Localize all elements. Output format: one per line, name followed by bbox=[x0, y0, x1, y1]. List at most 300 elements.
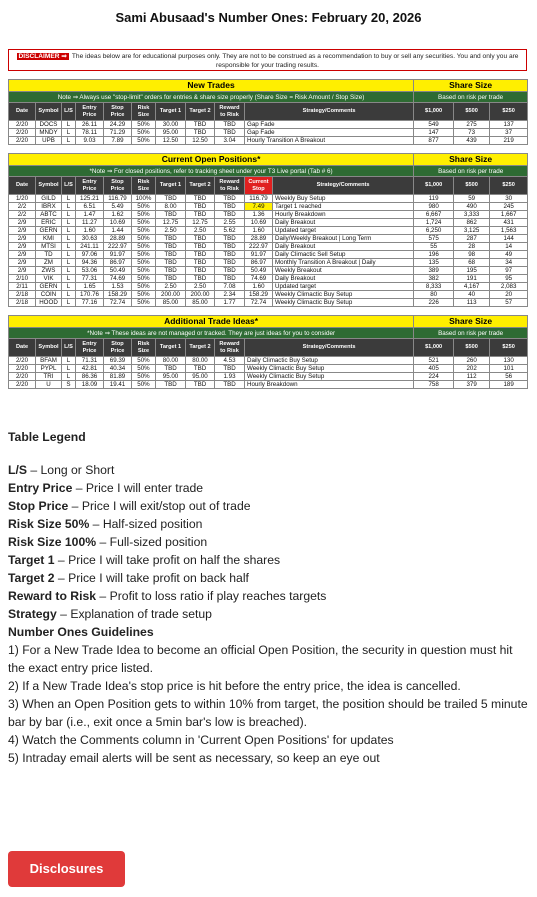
disclaimer-banner bbox=[8, 49, 527, 71]
table-cell: 3,125 bbox=[454, 227, 490, 235]
table-cell: 1,563 bbox=[490, 227, 528, 235]
table-cell: 57 bbox=[490, 299, 528, 307]
column-header: Strategy/Comments bbox=[245, 103, 414, 121]
table-cell: ZM bbox=[36, 259, 62, 267]
table-cell: GERN bbox=[36, 227, 62, 235]
additional-ideas-note: *Note ⇒ These ideas are not managed or tracked. They are just ideas for you to consider bbox=[9, 328, 414, 339]
legend-term: Target 2 bbox=[8, 571, 55, 585]
table-cell: 2/18 bbox=[9, 299, 36, 307]
table-cell: 69.39 bbox=[104, 357, 132, 365]
table-cell: Updated target bbox=[273, 283, 414, 291]
table-cell: 5.62 bbox=[215, 227, 245, 235]
table-cell: L bbox=[62, 203, 76, 211]
table-cell: Hourly Breakdown bbox=[273, 211, 414, 219]
column-header: Target 1 bbox=[156, 177, 186, 195]
table-cell: Weekly Climactic Buy Setup bbox=[245, 373, 414, 381]
table-cell: Gap Fade bbox=[245, 129, 414, 137]
table-cell: 3,333 bbox=[454, 211, 490, 219]
table-row bbox=[9, 137, 528, 145]
column-header: $1,000 bbox=[414, 177, 454, 195]
table-cell: 2.34 bbox=[215, 291, 245, 299]
table-cell: 219 bbox=[490, 137, 528, 145]
trade-sheet-image bbox=[8, 49, 527, 389]
column-header: Target 1 bbox=[156, 339, 186, 357]
table-cell: S bbox=[62, 381, 76, 389]
table-cell: 10.69 bbox=[104, 219, 132, 227]
table-cell: 137 bbox=[490, 121, 528, 129]
table-cell: 2/20 bbox=[9, 137, 36, 145]
table-cell: TBD bbox=[186, 259, 215, 267]
table-cell: 50% bbox=[132, 203, 156, 211]
table-cell: 59 bbox=[454, 195, 490, 203]
table-cell: L bbox=[62, 211, 76, 219]
table-cell: TBD bbox=[186, 235, 215, 243]
table-cell: Weekly Climactic Buy Setup bbox=[273, 299, 414, 307]
table-cell: TBD bbox=[215, 243, 245, 251]
table-cell: 2/2 bbox=[9, 203, 36, 211]
table-cell: TBD bbox=[215, 251, 245, 259]
legend-desc: – Explanation of trade setup bbox=[56, 607, 212, 621]
table-cell: L bbox=[62, 243, 76, 251]
legend-term: Strategy bbox=[8, 607, 57, 621]
table-cell: 94.36 bbox=[76, 259, 104, 267]
table-cell: 2/11 bbox=[9, 283, 36, 291]
guideline-item: 3) When an Open Position gets to within 10% from target, the position should be trailed 5 minute bar by bar (i.e., exit once a 5min bar's low is breached). bbox=[8, 697, 528, 729]
table-cell: TBD bbox=[215, 381, 245, 389]
table-cell: 28 bbox=[454, 243, 490, 251]
table-cell: 130 bbox=[490, 357, 528, 365]
table-cell: 389 bbox=[414, 267, 454, 275]
table-cell: 147 bbox=[414, 129, 454, 137]
table-cell: 158.29 bbox=[104, 291, 132, 299]
table-cell: 158.29 bbox=[245, 291, 273, 299]
table-cell: IBRX bbox=[36, 203, 62, 211]
table-cell: 19.41 bbox=[104, 381, 132, 389]
table-header-row bbox=[9, 339, 528, 357]
table-cell: 101 bbox=[490, 365, 528, 373]
table-cell: 1.60 bbox=[245, 227, 273, 235]
table-cell: 18.09 bbox=[76, 381, 104, 389]
table-cell: 405 bbox=[414, 365, 454, 373]
column-header: Date bbox=[9, 103, 36, 121]
table-cell: 72.74 bbox=[245, 299, 273, 307]
table-cell: Hourly Transition A Breakout bbox=[245, 137, 414, 145]
table-cell: 7.89 bbox=[104, 137, 132, 145]
table-cell: 12.50 bbox=[156, 137, 186, 145]
table-cell: 81.89 bbox=[104, 373, 132, 381]
table-row bbox=[9, 251, 528, 259]
table-row bbox=[9, 211, 528, 219]
table-cell: 14 bbox=[490, 243, 528, 251]
table-cell: 10.69 bbox=[245, 219, 273, 227]
table-cell: 86.97 bbox=[104, 259, 132, 267]
column-header: Date bbox=[9, 177, 36, 195]
table-cell: TBD bbox=[186, 267, 215, 275]
legend-term: Stop Price bbox=[8, 499, 69, 513]
table-cell: 6,667 bbox=[414, 211, 454, 219]
table-cell: L bbox=[62, 121, 76, 129]
table-cell: 116.79 bbox=[104, 195, 132, 203]
table-cell: TBD bbox=[156, 235, 186, 243]
share-size-note: Based on risk per trade bbox=[414, 92, 528, 103]
guideline-item: 5) Intraday email alerts will be sent as necessary, so keep an eye out bbox=[8, 751, 380, 765]
table-cell: TBD bbox=[215, 129, 245, 137]
table-cell: 1,724 bbox=[414, 219, 454, 227]
table-cell: 77.16 bbox=[76, 299, 104, 307]
table-cell: 74.69 bbox=[104, 275, 132, 283]
table-cell: 2/10 bbox=[9, 275, 36, 283]
legend-desc: – Price I will enter trade bbox=[72, 481, 204, 495]
table-cell: 50.49 bbox=[245, 267, 273, 275]
table-cell: 490 bbox=[454, 203, 490, 211]
table-cell: 91.97 bbox=[104, 251, 132, 259]
column-header: Risk Size bbox=[132, 177, 156, 195]
table-cell: 9.03 bbox=[76, 137, 104, 145]
table-cell: 191 bbox=[454, 275, 490, 283]
open-positions-title: Current Open Positions* bbox=[9, 154, 414, 166]
guidelines-list bbox=[8, 641, 530, 767]
table-cell: Daily Climactic Buy Setup bbox=[245, 357, 414, 365]
table-cell: L bbox=[62, 291, 76, 299]
table-cell: VIK bbox=[36, 275, 62, 283]
table-cell: L bbox=[62, 373, 76, 381]
table-cell: 50% bbox=[132, 235, 156, 243]
table-cell: 222.97 bbox=[245, 243, 273, 251]
column-header: Target 2 bbox=[186, 339, 215, 357]
table-cell: 98 bbox=[454, 251, 490, 259]
table-row bbox=[9, 283, 528, 291]
disclaimer-label: DISCLAIMER ⇒ bbox=[18, 53, 67, 60]
guideline-item: 4) Watch the Comments column in 'Current Open Positions' for updates bbox=[8, 733, 394, 747]
table-cell: 3.04 bbox=[215, 137, 245, 145]
table-cell: 980 bbox=[414, 203, 454, 211]
table-cell: 50% bbox=[132, 291, 156, 299]
table-cell: TBD bbox=[186, 211, 215, 219]
table-cell: 72.74 bbox=[104, 299, 132, 307]
table-cell: L bbox=[62, 299, 76, 307]
table-cell: 260 bbox=[454, 357, 490, 365]
table-cell: 7.49 bbox=[245, 203, 273, 211]
table-cell: L bbox=[62, 259, 76, 267]
table-row bbox=[9, 195, 528, 203]
table-cell: 85.00 bbox=[186, 299, 215, 307]
table-cell: 549 bbox=[414, 121, 454, 129]
column-header: Entry Price bbox=[76, 177, 104, 195]
table-cell: TBD bbox=[186, 365, 215, 373]
table-cell: 2/9 bbox=[9, 243, 36, 251]
table-cell: TBD bbox=[215, 121, 245, 129]
table-cell: TBD bbox=[186, 203, 215, 211]
table-cell: TBD bbox=[156, 211, 186, 219]
column-header: Reward to Risk bbox=[215, 177, 245, 195]
legend-desc: – Price I will exit/stop out of trade bbox=[68, 499, 251, 513]
table-cell: 91.97 bbox=[245, 251, 273, 259]
table-header-row bbox=[9, 103, 528, 121]
share-size-title: Share Size bbox=[414, 316, 528, 328]
table-cell: ABTC bbox=[36, 211, 62, 219]
column-header: L/S bbox=[62, 177, 76, 195]
table-cell: 50% bbox=[132, 365, 156, 373]
table-cell: 2/20 bbox=[9, 381, 36, 389]
table-cell: 80 bbox=[414, 291, 454, 299]
table-cell: 862 bbox=[454, 219, 490, 227]
table-cell: 195 bbox=[454, 267, 490, 275]
table-cell: 95.00 bbox=[186, 373, 215, 381]
table-row bbox=[9, 129, 528, 137]
table-cell: Daily Breakout bbox=[273, 275, 414, 283]
table-cell: 50% bbox=[132, 219, 156, 227]
table-cell: 42.81 bbox=[76, 365, 104, 373]
legend-desc: – Price I will take profit on back half bbox=[54, 571, 249, 585]
table-cell: 202 bbox=[454, 365, 490, 373]
table-cell: 1.36 bbox=[245, 211, 273, 219]
table-cell: 12.50 bbox=[186, 137, 215, 145]
table-cell: ZWS bbox=[36, 267, 62, 275]
table-cell: 1.65 bbox=[76, 283, 104, 291]
table-cell: TBD bbox=[156, 243, 186, 251]
table-cell: 2.55 bbox=[215, 219, 245, 227]
legend-heading: Table Legend bbox=[8, 430, 86, 444]
table-cell: 40.34 bbox=[104, 365, 132, 373]
table-cell: GILD bbox=[36, 195, 62, 203]
table-cell: Hourly Breakdown bbox=[245, 381, 414, 389]
table-cell: 113 bbox=[454, 299, 490, 307]
table-cell: 100% bbox=[132, 195, 156, 203]
table-cell: 2/9 bbox=[9, 219, 36, 227]
table-cell: 50% bbox=[132, 121, 156, 129]
table-cell: 7.08 bbox=[215, 283, 245, 291]
table-cell: COIN bbox=[36, 291, 62, 299]
legend-desc: – Price I will take profit on half the shares bbox=[54, 553, 281, 567]
table-cell: 4.53 bbox=[215, 357, 245, 365]
table-cell: 50% bbox=[132, 373, 156, 381]
table-cell: 8,333 bbox=[414, 283, 454, 291]
table-cell: 1.60 bbox=[245, 283, 273, 291]
table-cell: Target 1 reached bbox=[273, 203, 414, 211]
table-cell: 2/20 bbox=[9, 365, 36, 373]
column-header: Entry Price bbox=[76, 339, 104, 357]
column-header: Stop Price bbox=[104, 339, 132, 357]
table-cell: MTSI bbox=[36, 243, 62, 251]
table-cell: 1.53 bbox=[104, 283, 132, 291]
column-header: $500 bbox=[454, 177, 490, 195]
column-header: Symbol bbox=[36, 103, 62, 121]
table-cell: 30 bbox=[490, 195, 528, 203]
table-row bbox=[9, 291, 528, 299]
table-cell: Updated target bbox=[273, 227, 414, 235]
table-cell: 55 bbox=[414, 243, 454, 251]
table-cell: Daily Climactic Sell Setup bbox=[273, 251, 414, 259]
table-cell: 112 bbox=[454, 373, 490, 381]
table-cell: 30.63 bbox=[76, 235, 104, 243]
table-cell: Weekly Climactic Buy Setup bbox=[245, 365, 414, 373]
table-cell: 50% bbox=[132, 283, 156, 291]
column-header: Date bbox=[9, 339, 36, 357]
legend-item bbox=[8, 461, 530, 479]
table-row bbox=[9, 381, 528, 389]
table-cell: 135 bbox=[414, 259, 454, 267]
page-title: Sami Abusaad's Number Ones: February 20, 2026 bbox=[115, 10, 422, 25]
table-cell: 2.50 bbox=[156, 227, 186, 235]
table-cell: L bbox=[62, 227, 76, 235]
table-cell: MNDY bbox=[36, 129, 62, 137]
table-cell: 20 bbox=[490, 291, 528, 299]
table-cell: 125.21 bbox=[76, 195, 104, 203]
legend-term: Target 1 bbox=[8, 553, 55, 567]
table-row bbox=[9, 219, 528, 227]
table-cell: 6,250 bbox=[414, 227, 454, 235]
table-cell: 12.75 bbox=[156, 219, 186, 227]
column-header: Target 2 bbox=[186, 177, 215, 195]
additional-ideas-title: Additional Trade Ideas* bbox=[9, 316, 414, 328]
column-header: Current Stop bbox=[245, 177, 273, 195]
table-row bbox=[9, 357, 528, 365]
table-cell: 2/9 bbox=[9, 267, 36, 275]
table-cell: 24.29 bbox=[104, 121, 132, 129]
table-cell: 95 bbox=[490, 275, 528, 283]
table-cell: 97 bbox=[490, 267, 528, 275]
table-cell: U bbox=[36, 381, 62, 389]
table-cell: 50% bbox=[132, 211, 156, 219]
column-header: $1,000 bbox=[414, 103, 454, 121]
table-cell: L bbox=[62, 235, 76, 243]
table-cell: TBD bbox=[156, 275, 186, 283]
table-cell: 86.36 bbox=[76, 373, 104, 381]
table-cell: 50% bbox=[132, 357, 156, 365]
open-positions-table bbox=[8, 153, 528, 307]
legend-desc: – Half-sized position bbox=[89, 517, 203, 531]
table-cell: 1.62 bbox=[104, 211, 132, 219]
table-cell: 50% bbox=[132, 299, 156, 307]
table-cell: 2/2 bbox=[9, 211, 36, 219]
table-cell: 6.51 bbox=[76, 203, 104, 211]
table-cell: 97.06 bbox=[76, 251, 104, 259]
table-cell: TBD bbox=[156, 381, 186, 389]
column-header: Reward to Risk bbox=[215, 339, 245, 357]
table-row bbox=[9, 373, 528, 381]
table-cell: 196 bbox=[414, 251, 454, 259]
table-cell: GERN bbox=[36, 283, 62, 291]
column-header: Risk Size bbox=[132, 103, 156, 121]
table-cell: TBD bbox=[156, 251, 186, 259]
table-cell: 1.47 bbox=[76, 211, 104, 219]
legend-item bbox=[8, 479, 530, 497]
table-cell: 12.75 bbox=[186, 219, 215, 227]
table-cell: TBD bbox=[186, 243, 215, 251]
table-cell: 73 bbox=[454, 129, 490, 137]
table-cell: 50% bbox=[132, 251, 156, 259]
table-cell: Weekly Breakout bbox=[273, 267, 414, 275]
table-cell: TBD bbox=[215, 267, 245, 275]
table-cell: 95.00 bbox=[156, 373, 186, 381]
guideline-item: 1) For a New Trade Idea to become an official Open Position, the security in question must hit the exact entry price listed. bbox=[8, 643, 513, 675]
table-cell: 34 bbox=[490, 259, 528, 267]
table-cell: TBD bbox=[215, 195, 245, 203]
table-cell: 144 bbox=[490, 235, 528, 243]
table-cell: 30.00 bbox=[156, 121, 186, 129]
table-cell: DOCS bbox=[36, 121, 62, 129]
table-cell: L bbox=[62, 137, 76, 145]
column-header: Strategy/Comments bbox=[273, 177, 414, 195]
table-cell: 80.00 bbox=[156, 357, 186, 365]
legend-item bbox=[8, 605, 530, 623]
table-cell: 74.69 bbox=[245, 275, 273, 283]
table-cell: 119 bbox=[414, 195, 454, 203]
guideline-item: 2) If a New Trade Idea's stop price is hit before the entry price, the idea is cancelled. bbox=[8, 679, 461, 693]
table-cell: 2.50 bbox=[186, 283, 215, 291]
table-cell: 56 bbox=[490, 373, 528, 381]
table-row bbox=[9, 227, 528, 235]
open-positions-note: *Note ⇒ For closed positions, refer to tracking sheet under your T3 Live portal (Tab # 6) bbox=[9, 166, 414, 177]
table-cell: TBD bbox=[186, 195, 215, 203]
legend-term: Risk Size 50% bbox=[8, 517, 90, 531]
legend-section bbox=[8, 428, 530, 767]
column-header: $1,000 bbox=[414, 339, 454, 357]
table-cell: 1.44 bbox=[104, 227, 132, 235]
table-cell: 226 bbox=[414, 299, 454, 307]
legend-term: Entry Price bbox=[8, 481, 73, 495]
table-cell: TD bbox=[36, 251, 62, 259]
legend-item bbox=[8, 497, 530, 515]
table-cell: 1/20 bbox=[9, 195, 36, 203]
table-cell: 2.50 bbox=[186, 227, 215, 235]
table-cell: 877 bbox=[414, 137, 454, 145]
table-row bbox=[9, 259, 528, 267]
table-cell: TBD bbox=[156, 259, 186, 267]
table-row bbox=[9, 267, 528, 275]
table-cell: 5.49 bbox=[104, 203, 132, 211]
table-cell: 1.60 bbox=[76, 227, 104, 235]
table-cell: 50% bbox=[132, 259, 156, 267]
disclaimer-text: The ideas below are for educational purposes only. They are not to be construed as a recommendation to buy or sell any securities. You and only you are responsible for your trading results. bbox=[71, 53, 519, 69]
table-cell: L bbox=[62, 251, 76, 259]
table-cell: 222.97 bbox=[104, 243, 132, 251]
table-cell: 2.50 bbox=[156, 283, 186, 291]
table-cell: 77.31 bbox=[76, 275, 104, 283]
column-header: Entry Price bbox=[76, 103, 104, 121]
guidelines-heading: Number Ones Guidelines bbox=[8, 625, 154, 639]
table-cell: 50% bbox=[132, 275, 156, 283]
legend-term: Reward to Risk bbox=[8, 589, 97, 603]
table-cell: 170.76 bbox=[76, 291, 104, 299]
table-cell: 71.31 bbox=[76, 357, 104, 365]
table-cell: Daily Breakout bbox=[273, 243, 414, 251]
table-cell: TBD bbox=[186, 381, 215, 389]
table-cell: 575 bbox=[414, 235, 454, 243]
disclosures-button[interactable]: Disclosures bbox=[8, 851, 125, 887]
table-cell: 85.00 bbox=[156, 299, 186, 307]
table-row bbox=[9, 243, 528, 251]
column-header: $250 bbox=[490, 339, 528, 357]
table-cell: 50.49 bbox=[104, 267, 132, 275]
legend-term: Risk Size 100% bbox=[8, 535, 97, 549]
table-row bbox=[9, 203, 528, 211]
table-cell: 382 bbox=[414, 275, 454, 283]
table-cell: 758 bbox=[414, 381, 454, 389]
table-cell: 95.00 bbox=[156, 129, 186, 137]
table-cell: ERIC bbox=[36, 219, 62, 227]
table-cell: 50% bbox=[132, 267, 156, 275]
table-cell: 2/20 bbox=[9, 121, 36, 129]
table-cell: UPB bbox=[36, 137, 62, 145]
table-cell: TBD bbox=[215, 203, 245, 211]
table-cell: 2/18 bbox=[9, 291, 36, 299]
column-header: L/S bbox=[62, 339, 76, 357]
table-cell: 26.11 bbox=[76, 121, 104, 129]
legend-item bbox=[8, 569, 530, 587]
legend-list bbox=[8, 461, 530, 623]
table-cell: 2/9 bbox=[9, 235, 36, 243]
